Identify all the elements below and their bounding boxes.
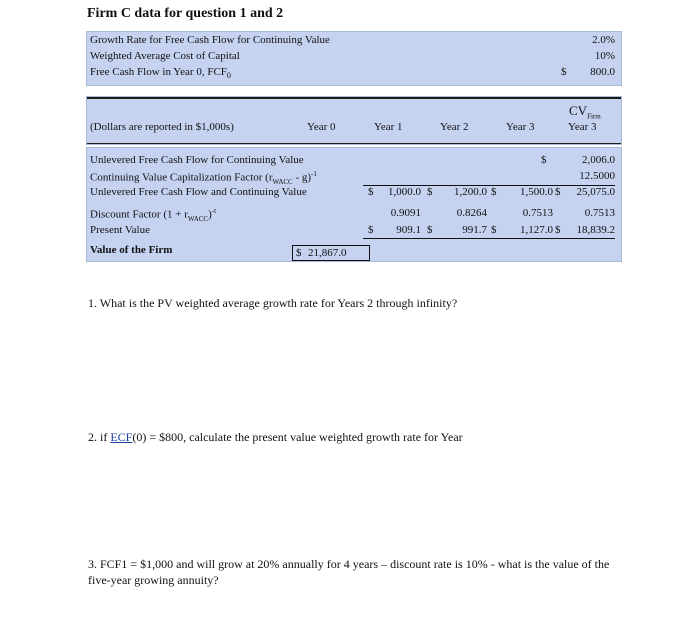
fcf-subscript: 0	[226, 71, 231, 81]
question-2: 2. if ECF(0) = $800, calculate the present value weighted growth rate for Year	[88, 430, 463, 444]
cv-label: $CV_{Firm}$	[569, 103, 601, 121]
pv-label: Present Value	[90, 224, 150, 236]
pv-currency-2: $	[427, 224, 433, 236]
ufcf-label: Unlevered Free Cash Flow and Continuing Value	[90, 186, 307, 198]
table-header	[86, 96, 622, 145]
cap-factor-label: Continuing Value Capitalization Factor $(r_{WACC} - g)^{-1}$	[90, 170, 317, 186]
data-table	[86, 147, 622, 262]
ufcf-currency-3: $	[491, 186, 497, 198]
fcf-value: 800.0	[590, 66, 615, 78]
pv-value-2: 991.7	[462, 224, 487, 236]
ufcf-value-1: 1,000.0	[388, 186, 421, 198]
firm-value-box	[292, 245, 370, 261]
cv-subscript: Firm	[587, 112, 601, 121]
growth-label: Growth Rate for Free Cash Flow for Continuing Value	[90, 34, 330, 46]
cap-factor-value: 12.5000	[579, 170, 615, 182]
ufcf-value-4: 25,075.0	[576, 186, 615, 198]
units-label: (Dollars are reported in $1,000s)	[90, 121, 234, 133]
header-top-rule	[87, 97, 621, 99]
header-bottom-rule	[87, 143, 621, 144]
ecf-link[interactable]: ECF	[110, 430, 133, 444]
discount-value-1: 0.9091	[390, 207, 421, 219]
pv-currency-3: $	[491, 224, 497, 236]
pv-currency-1: $	[368, 224, 374, 236]
header-year-2: Year 2	[440, 121, 469, 133]
discount-factor-label: Discount Factor $(1 + r_{WACC})^{-t}$	[90, 207, 217, 223]
ufcf-cv-value: 2,006.0	[582, 154, 615, 166]
header-year-0: Year 0	[307, 121, 336, 133]
fcf-label: Free Cash Flow in Year 0, $FCF_0$	[90, 66, 231, 81]
growth-value: 2.0%	[592, 34, 615, 46]
fcf-currency: $	[561, 66, 567, 78]
header-year-1: Year 1	[374, 121, 403, 133]
ufcf-value-2: 1,200.0	[454, 186, 487, 198]
page-title: Firm C data for question 1 and 2	[87, 6, 284, 21]
discount-value-4: 0.7513	[584, 207, 615, 219]
wacc-label: Weighted Average Cost of Capital	[90, 50, 240, 62]
header-year-3: Year 3	[506, 121, 535, 133]
discount-value-3: 0.7513	[522, 207, 553, 219]
cv-year: Year 3	[568, 121, 597, 133]
firm-currency: $	[296, 247, 302, 259]
ufcf-currency-1: $	[368, 186, 374, 198]
ufcf-currency-2: $	[427, 186, 433, 198]
pv-value-4: 18,839.2	[576, 224, 615, 236]
input-block	[86, 31, 622, 86]
pv-value-3: 1,127.0	[520, 224, 553, 236]
discount-value-2: 0.8264	[456, 207, 487, 219]
ufcf-currency-4: $	[555, 186, 561, 198]
wacc-value: 10%	[594, 50, 615, 62]
firm-value-label: Value of the Firm	[90, 244, 173, 256]
ufcf-cv-currency: $	[541, 154, 547, 166]
firm-value: 21,867.0	[308, 247, 347, 259]
question-1: 1. What is the PV weighted average growth rate for Years 2 through infinity?	[88, 296, 458, 310]
ufcf-value-3: 1,500.0	[520, 186, 553, 198]
ufcf-cv-label: Unlevered Free Cash Flow for Continuing Value	[90, 154, 304, 166]
question-3: 3. FCF1 = $1,000 and will grow at 20% annually for 4 years – discount rate is 10% - what is the value of the five-year growing annuity?	[88, 557, 610, 587]
pv-currency-4: $	[555, 224, 561, 236]
pv-value-1: 909.1	[396, 224, 421, 236]
